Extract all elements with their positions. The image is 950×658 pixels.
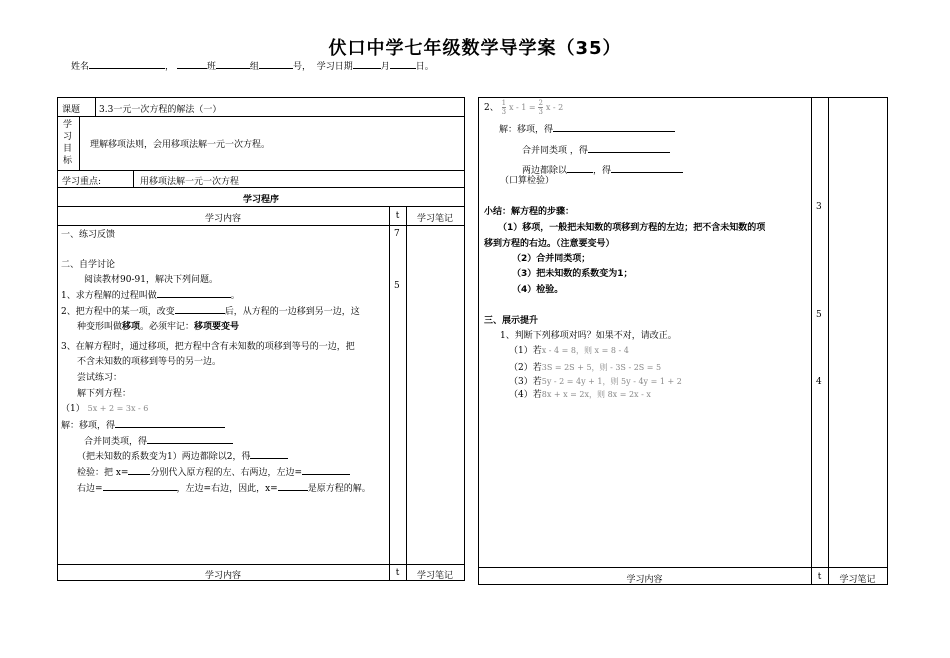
judge-item-3: （3）若5y - 2 = 4y + 1，则 5y - 4y = 1 + 2 xyxy=(509,377,682,387)
goal-label: 学 习 目 标 xyxy=(63,120,73,166)
t-value: 5 xyxy=(816,310,822,320)
solution-2-step-3: 两边都除以 ，得 xyxy=(522,163,683,176)
equation-2: 2、 $\frac{1}{3}$ x - 1 = $\frac{2}{3}$ x - 2 xyxy=(484,99,564,116)
t-value: 5 xyxy=(394,281,400,291)
t-value: 3 xyxy=(816,202,822,212)
summary-title: 小结：解方程的步骤： xyxy=(484,207,575,217)
col-content-header: 学习内容 xyxy=(204,214,241,224)
summary-step-4: （4）检验。 xyxy=(512,285,564,295)
summary-step-1-cont: 移到方程的右边。（注意要变号） xyxy=(484,239,615,249)
answer-blank[interactable] xyxy=(147,434,233,444)
class-blank[interactable] xyxy=(177,59,207,69)
judge-item-2: （2）若3S = 2S + 5，则 - 3S - 2S = 5 xyxy=(509,363,662,373)
focus-label: 学习重点: xyxy=(62,177,102,187)
summary-step-3: （3）把未知数的系数变为1； xyxy=(512,269,633,279)
section-2: 二、自学讨论 xyxy=(61,260,116,270)
question-3: 3、在解方程时，通过移项，把方程中含有未知数的项移到等号的一边，把 xyxy=(61,342,355,352)
page-title: 伏口中学七年级数学导学案（35） xyxy=(328,38,622,59)
topic-value: 3.3一元一次方程的解法（一） xyxy=(99,105,222,115)
check-line-1: 检验：把 x= 分别代入原方程的左、右两边，左边= xyxy=(77,465,350,478)
footer-content: 学习内容 xyxy=(204,571,241,581)
judge-item-4: （4）若8x + x = 2x，则 8x = 2x - x xyxy=(509,390,651,400)
question-3-cont: 不含未知数的项移到等号的另一边。 xyxy=(77,357,222,367)
footer-t: t xyxy=(817,572,822,582)
try-label: 尝试练习： xyxy=(77,373,123,383)
program-heading: 学习程序 xyxy=(242,195,279,205)
class-label: 班 xyxy=(206,62,216,72)
student-info-line: 姓名 ， 班 组 号， 学习日期 月 日。 xyxy=(71,59,434,72)
answer-blank[interactable] xyxy=(588,143,670,153)
oral-check: （口算检验） xyxy=(500,176,555,186)
answer-blank[interactable] xyxy=(157,288,231,298)
solve-label: 解下列方程： xyxy=(77,389,132,399)
section-1: 一、练习反馈 xyxy=(61,230,116,240)
judge-instruction: 1、判断下列移项对吗？如果不对，请改正。 xyxy=(500,331,677,341)
col-t-header: t xyxy=(395,211,400,221)
date-label: 学习日期 xyxy=(316,62,353,72)
answer-blank[interactable] xyxy=(175,304,225,314)
number-blank[interactable] xyxy=(259,59,293,69)
col-notes-header: 学习笔记 xyxy=(416,214,453,224)
number-label: 号， xyxy=(292,62,311,72)
solution-2-step-2: 合并同类项 ，得 xyxy=(522,143,670,156)
answer-blank[interactable] xyxy=(553,122,675,132)
answer-blank[interactable] xyxy=(115,418,225,428)
section-3: 三、展示提升 xyxy=(484,316,539,326)
answer-blank[interactable] xyxy=(302,465,350,475)
month-label: 月 xyxy=(380,62,390,72)
t-value: 7 xyxy=(394,229,400,239)
footer-content: 学习内容 xyxy=(626,575,663,585)
topic-label: 课题 xyxy=(62,105,81,115)
focus-text: 用移项法解一元一次方程 xyxy=(140,177,240,187)
solution-2-step-1: 解：移项，得 xyxy=(499,122,675,135)
name-blank[interactable] xyxy=(89,59,165,69)
group-label: 组 xyxy=(249,62,259,72)
question-1: 1、求方程解的过程叫做 。 xyxy=(61,288,240,301)
judge-item-1: （1）若x - 4 = 8，则 x = 8 - 4 xyxy=(509,346,629,356)
summary-step-2: （2）合并同类项； xyxy=(512,254,591,264)
answer-blank[interactable] xyxy=(128,465,150,475)
answer-blank[interactable] xyxy=(103,481,177,491)
answer-blank[interactable] xyxy=(567,163,593,173)
date-blank[interactable] xyxy=(353,59,381,69)
solution-step-2: 合并同类项，得 xyxy=(84,434,233,447)
group-blank[interactable] xyxy=(216,59,250,69)
answer-blank[interactable] xyxy=(250,449,288,459)
equation-1: （1） 5x + 2 = 3x - 6 xyxy=(61,404,149,414)
answer-blank[interactable] xyxy=(278,481,308,491)
summary-step-1: （1）移项，一般把未知数的项移到方程的左边；把不含未知数的项 xyxy=(498,223,766,233)
footer-notes: 学习笔记 xyxy=(839,575,876,585)
name-label: 姓名 xyxy=(71,62,90,72)
question-2-cont: 种变形叫做移项。必须牢记：移项要变号 xyxy=(77,322,240,332)
read-instruction: 阅读教材90-91，解决下列问题。 xyxy=(84,275,218,285)
fraction: $\frac{1}{3}$ xyxy=(501,99,507,116)
question-2: 2、把方程中的某一项，改变 后，从方程的一边移到另一边，这 xyxy=(61,304,360,317)
t-value: 4 xyxy=(816,377,822,387)
day-label: 日。 xyxy=(415,62,434,72)
solution-step-3: （把未知数的系数变为1）两边都除以2，得 xyxy=(77,449,288,462)
goal-text: 理解移项法则，会用移项法解一元一次方程。 xyxy=(90,140,271,150)
footer-t: t xyxy=(395,568,400,578)
solution-step-1: 解：移项，得 xyxy=(61,418,225,431)
footer-notes: 学习笔记 xyxy=(416,571,453,581)
check-line-2: 右边= ，左边=右边，因此，x= 是原方程的解。 xyxy=(77,481,371,494)
month-blank[interactable] xyxy=(390,59,416,69)
fraction: $\frac{2}{3}$ xyxy=(538,99,543,116)
answer-blank[interactable] xyxy=(611,163,683,173)
